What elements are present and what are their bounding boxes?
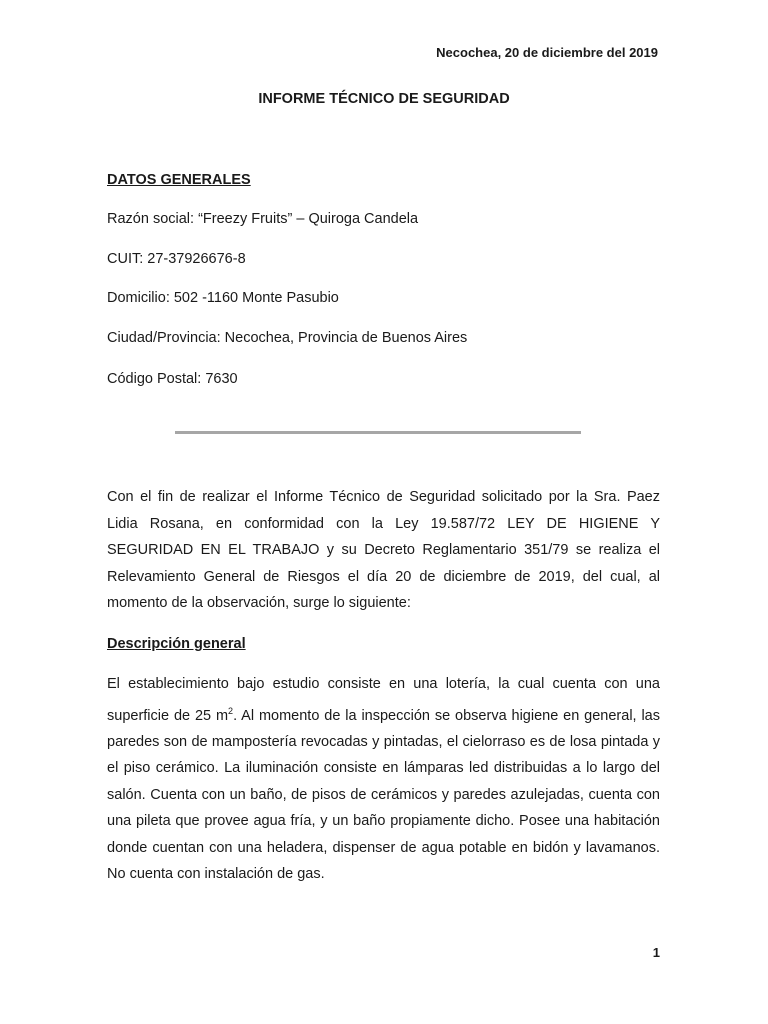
section-heading-descripcion-general: Descripción general bbox=[107, 636, 246, 652]
field-codigo-postal: Código Postal: 7630 bbox=[107, 371, 238, 387]
field-domicilio: Domicilio: 502 -1160 Monte Pasubio bbox=[107, 290, 339, 306]
superscript-squared: 2 bbox=[228, 705, 234, 716]
descripcion-paragraph bbox=[107, 671, 660, 888]
document-title: INFORME TÉCNICO DE SEGURIDAD bbox=[258, 91, 510, 107]
field-cuit: CUIT: 27-37926676-8 bbox=[107, 251, 246, 267]
descripcion-text-part1: El establecimiento bajo estudio consiste en una lotería, la cual cuenta con una superficie de 25 m bbox=[107, 676, 660, 724]
intro-paragraph: Con el fin de realizar el Informe Técnico de Seguridad solicitado por la Sra. Paez Lidia Rosana, en conformidad con la Ley 19.587/72 LEY DE HIGIENE Y SEGURIDAD EN EL TRABAJO y su Decreto Reglamentario 351/79 se realiza el Relevamiento General de Riesgos el día 20 de diciembre de 2019, del cual, al momento de la observación, surge lo siguiente: bbox=[107, 489, 660, 611]
field-razon-social: Razón social: “Freezy Fruits” – Quiroga Candela bbox=[107, 211, 419, 227]
field-ciudad-provincia: Ciudad/Provincia: Necochea, Provincia de Buenos Aires bbox=[107, 330, 468, 346]
descripcion-text-part2: . Al momento de la inspección se observa higiene en general, las paredes son de mampostería revocadas y pintadas, el cielorraso es de losa pintada y el piso cerámico. La iluminación consiste en lámparas led distribuidas a lo largo del salón. Cuenta con un baño, de pisos de cerámicos y paredes azulejadas, cuenta con una pileta que provee agua fría, y un baño propiamente dicho. Posee una habitación donde cuentan con una heladera, dispenser de agua potable en bidón y lavamanos. No cuenta con instalación de gas. bbox=[107, 707, 660, 883]
page-number: 1 bbox=[652, 945, 660, 960]
section-heading-datos-generales: DATOS GENERALES bbox=[107, 172, 251, 188]
document-date: Necochea, 20 de diciembre del 2019 bbox=[436, 45, 658, 60]
horizontal-divider bbox=[175, 431, 581, 434]
